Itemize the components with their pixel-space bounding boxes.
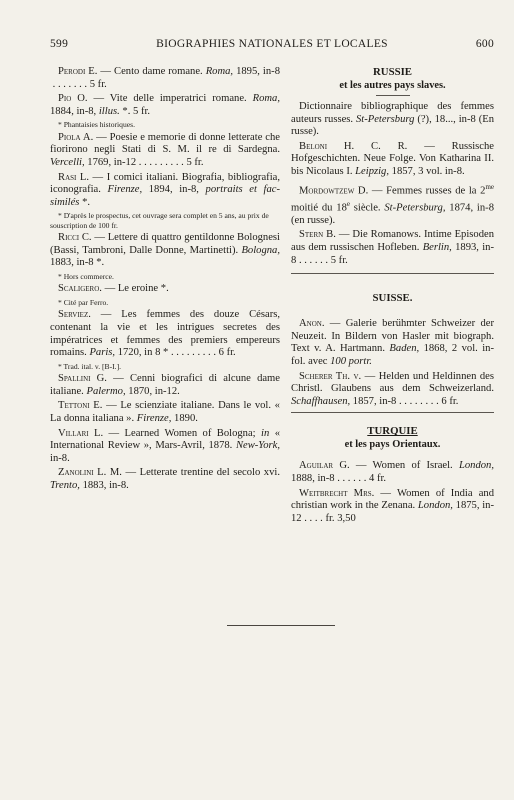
bib-entry: Spallini G. — Cenni biografici di alcune dame italiane. Palermo, 1870, in-12. (50, 373, 281, 397)
footnote: * Cité par Ferro. (58, 297, 109, 307)
page-header (50, 38, 494, 52)
section-divider (291, 412, 494, 413)
section-heading: SUISSE. (372, 292, 413, 305)
section-turquie (291, 425, 494, 525)
section-heading: TURQUIE (367, 425, 418, 438)
bib-entry: Beloni H. C. R. — Russische Hofgeschichten. Neue Folge. Von Katharina II. bis Nicolaus I. Leipzig, 1857, 3 vol. in-8. (291, 140, 495, 177)
bib-entry: Perodi E. — Cento dame romane. Roma, 1895, in-8 . . . . . . . 5 fr. (50, 66, 280, 90)
footnote: * Phantaisies historiques. (58, 120, 135, 130)
section-heading: RUSSIE (372, 66, 412, 78)
bib-entry: Aguilar G. — Women of Israel. London, 1888, in-8 . . . . . . 4 fr. (291, 460, 494, 484)
bib-entry: Mordowtzew D. — Femmes russes de la $2^{me}$ moitié du 18e siècle. St-Petersburg, 1874, in-8 (en russe). (291, 182, 494, 226)
bib-entry: Stern B. — Die Romanows. Intime Episoden aus dem russischen Hofleben. Berlin, 1893, in-8 . . . . . . 5 fr. (291, 229, 494, 266)
bib-entry: Scherer Th. v. — Helden und Heldinnen des Christl. Glaubens aus dem Schweizerland. Schaffhausen, 1857, in-8 . . . . . . . . 6 fr. (291, 370, 494, 407)
bib-entry: Dictionnaire bibliographique des femmes auteurs russes. St-Petersburg (?), 18..., in-8 (En russe). (291, 101, 494, 138)
page-number-right: 600 (475, 38, 494, 50)
left-column (50, 66, 280, 494)
bib-entry: Piola A. — Poesie e memorie di donne letterate che fiorirono negli Stati di S. M. il re di Sardegna. Vercelli, 1769, in-12 . . . . . . . . . 5 fr. (50, 131, 280, 168)
right-column (291, 66, 494, 527)
section-divider (291, 273, 494, 274)
bib-entry: Tettoni E. — Le scienziate italiane. Dans le vol. « La donna italiana ». Firenze, 1890. (50, 400, 280, 424)
bib-entry: Villari L. — Learned Women of Bologna; in « International Review », Mars-Avril, 1878. New-York, in-8. (50, 427, 280, 464)
footnote: * D'après le prospectus, cet ouvrage sera complet en 5 ans, au prix de souscription de 100 fr. (50, 211, 269, 230)
bib-entry: Zanolini L. M. — Letterate trentine del secolo xvi. Trento, 1883, in-8. (50, 467, 280, 491)
bib-entry: Ricci C. — Lettere di quattro gentildonne Bolognesi (Bassi, Tambroni, Dalle Donne, Martinetti). Bologna, 1883, in-8 *. (50, 232, 281, 269)
running-title: BIOGRAPHIES NATIONALES ET LOCALES (156, 38, 388, 50)
bib-entry: Serviez. — Les femmes des douze Césars, contenant la vie et les intrigues secretes des impératrices et femmes des premiers empereurs romains. Paris, 1720, in 8 * . . . . . . . . . 6 fr. (50, 309, 280, 359)
footnote: * Hors commerce. (58, 271, 114, 281)
bib-entry: Scaligero. — Le eroine *. (58, 283, 169, 295)
bib-entry: Pio O. — Vite delle imperatrici romane. Roma, 1884, in-8, illus. *. 5 fr. (50, 93, 280, 117)
bib-entry: Anon. — Galerie berühmter Schweizer der Neuzeit. In Bildern von Hasler mit biograph. Text v. A. Hartmann. Baden, 1868, 2 vol. in-fol. avec 100 portr. (291, 318, 494, 367)
section-suisse (291, 292, 494, 408)
section-subheading: et les autres pays slaves. (339, 80, 446, 91)
bib-entry: Rasi L. — I comici italiani. Biografia, bibliografia, iconografia. Firenze, 1894, in-8, portraits et fac-similés *. (50, 171, 280, 208)
bib-entry: Weitbrecht Mrs. — Women of India and christian work in the Zenana. London, 1875, in-12 . . . . fr. 3,50 (291, 487, 494, 524)
page-number-left: 599 (50, 38, 69, 50)
end-rule (227, 625, 335, 626)
footnote: * Trad. ital. v. [B-I.]. (58, 361, 121, 371)
section-russie (291, 66, 494, 267)
section-subheading: et les pays Orientaux. (344, 439, 441, 451)
